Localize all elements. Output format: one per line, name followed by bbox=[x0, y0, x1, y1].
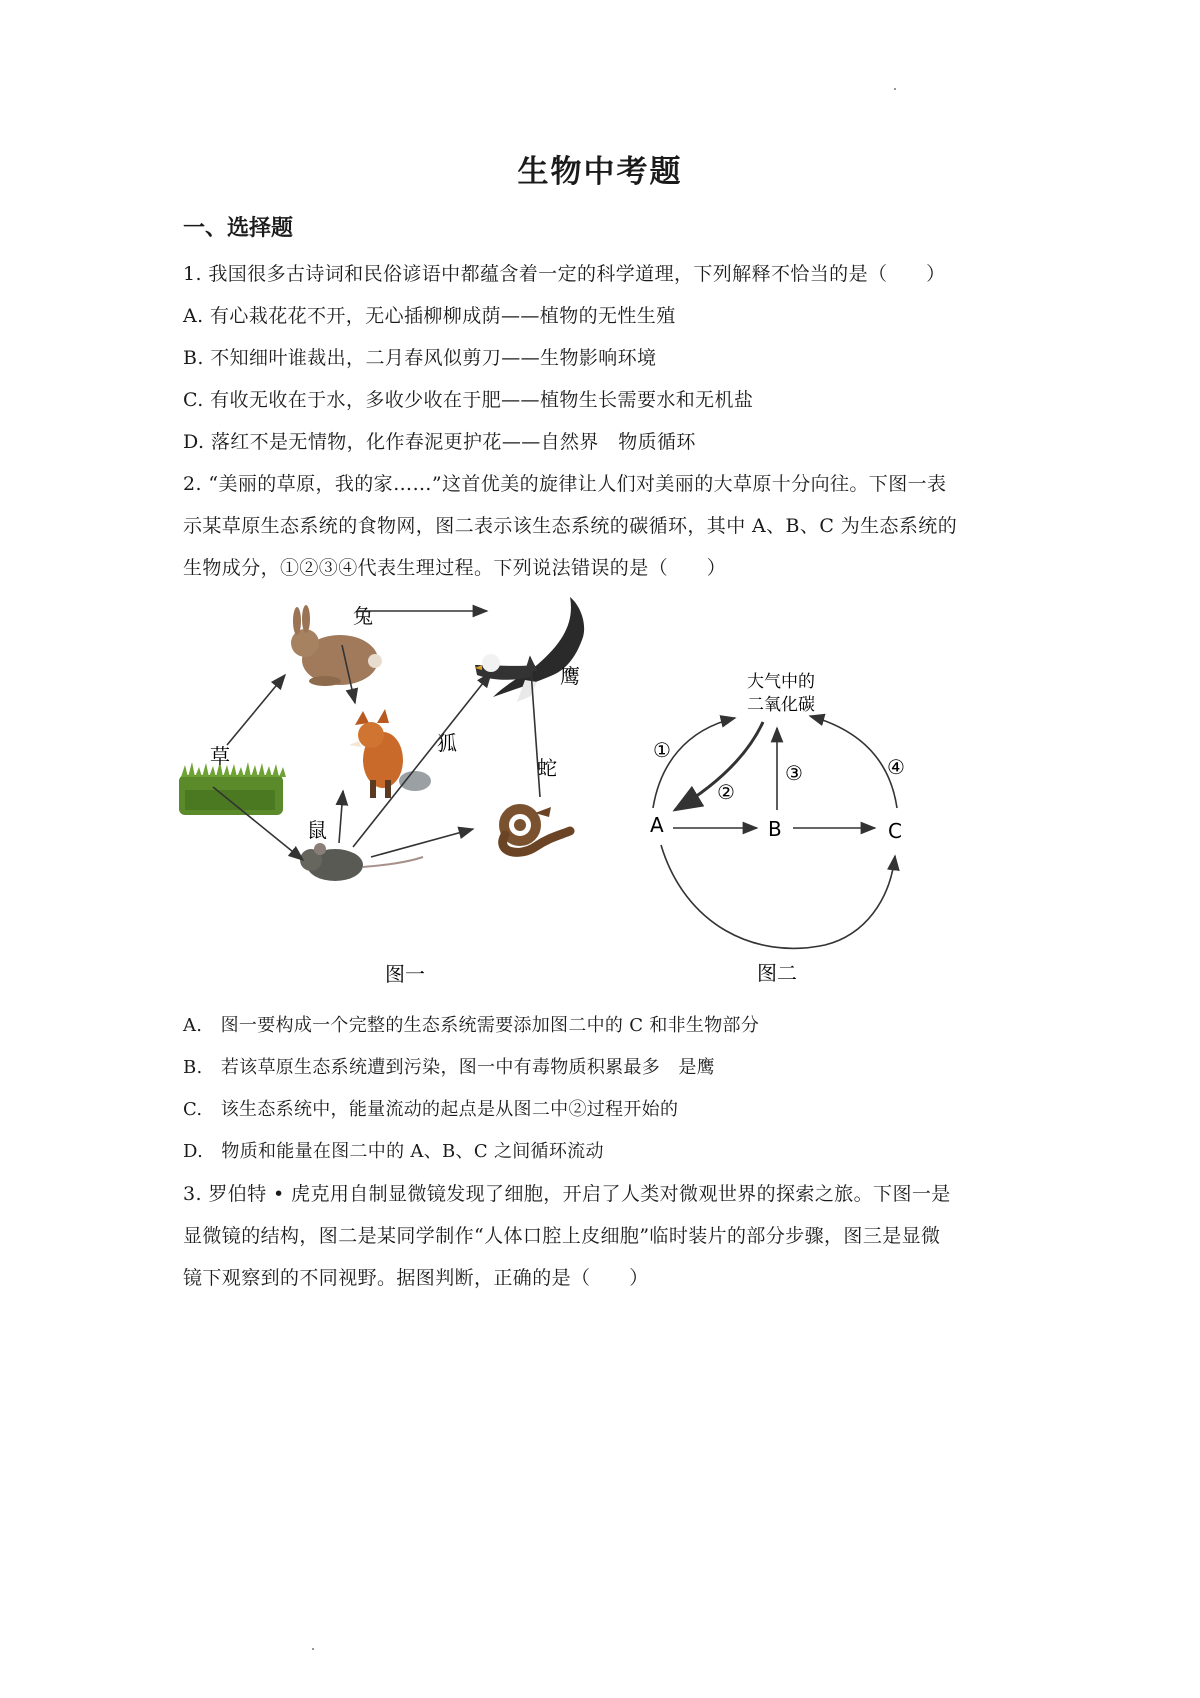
question-2-option-b: B. 若该草原生态系统遭到污染，图一中有毒物质积累最多 是鹰 bbox=[183, 1057, 715, 1078]
process-1-label: ① bbox=[653, 738, 671, 762]
arrow-grass-to-rabbit bbox=[227, 675, 285, 745]
process-3-label: ③ bbox=[785, 761, 803, 785]
process-2-label: ② bbox=[717, 780, 735, 804]
co2-label-line-2: 二氧化碳 bbox=[747, 695, 815, 715]
food-web-diagram bbox=[175, 585, 645, 990]
grass-image bbox=[179, 761, 286, 815]
question-2-stem-line-1: 2. “美丽的草原，我的家……”这首优美的旋律让人们对美丽的大草原十分向往。下图一表 bbox=[183, 473, 947, 495]
figure-2-caption: 图二 bbox=[757, 961, 797, 985]
node-b: B bbox=[768, 817, 782, 841]
page-title: 生物中考题 bbox=[517, 154, 683, 190]
node-a: A bbox=[650, 813, 664, 837]
arrow-a-to-c bbox=[661, 845, 895, 948]
carbon-cycle-diagram bbox=[645, 660, 925, 990]
speck-mark bbox=[312, 1648, 314, 1650]
snake-label: 蛇 bbox=[537, 756, 557, 780]
question-2-option-d: D. 物质和能量在图二中的 A、B、C 之间循环流动 bbox=[183, 1141, 604, 1162]
arrow-process-4 bbox=[810, 716, 897, 808]
snake-image bbox=[503, 807, 570, 852]
question-2-option-a: A. 图一要构成一个完整的生态系统需要添加图二中的 C 和非生物部分 bbox=[183, 1015, 760, 1036]
rabbit-label: 兔 bbox=[353, 604, 373, 628]
section-heading: 一、选择题 bbox=[183, 216, 294, 241]
question-1-stem: 1. 我国很多古诗词和民俗谚语中都蕴含着一定的科学道理，下列解释不恰当的是（ ） bbox=[183, 263, 946, 285]
mouse-image bbox=[300, 843, 423, 881]
co2-label-line-1: 大气中的 bbox=[747, 672, 815, 692]
question-2-option-c: C. 该生态系统中，能量流动的起点是从图二中②过程开始的 bbox=[183, 1099, 679, 1120]
fox-label: 狐 bbox=[437, 731, 457, 755]
node-c: C bbox=[888, 819, 902, 843]
question-1-option-a: A. 有心栽花花不开，无心插柳柳成荫——植物的无性生殖 bbox=[183, 305, 676, 327]
question-3-stem-line-2: 显微镜的结构，图二是某同学制作“人体口腔上皮细胞”临时装片的部分步骤，图三是显微 bbox=[183, 1225, 941, 1247]
arrow-mouse-to-fox bbox=[339, 791, 343, 843]
arrow-mouse-to-snake bbox=[371, 829, 473, 857]
question-3-stem-line-3: 镜下观察到的不同视野。据图判断，正确的是（ ） bbox=[183, 1267, 649, 1289]
eagle-label: 鹰 bbox=[560, 664, 580, 688]
grass-label: 草 bbox=[210, 744, 230, 768]
figure-1-caption: 图一 bbox=[385, 962, 425, 986]
question-3-stem-line-1: 3. 罗伯特 • 虎克用自制显微镜发现了细胞，开启了人类对微观世界的探索之旅。下图一是 bbox=[183, 1183, 951, 1205]
speck-mark bbox=[894, 88, 896, 90]
process-4-label: ④ bbox=[887, 755, 905, 779]
question-2-stem-line-2: 示某草原生态系统的食物网，图二表示该生态系统的碳循环，其中 A、B、C 为生态系统的 bbox=[183, 515, 958, 537]
mouse-label: 鼠 bbox=[307, 818, 327, 842]
fox-image bbox=[349, 709, 431, 798]
question-1-option-d: D. 落红不是无情物，化作春泥更护花——自然界 物质循环 bbox=[183, 431, 696, 453]
question-2-stem-line-3: 生物成分，①②③④代表生理过程。下列说法错误的是（ ） bbox=[183, 557, 727, 579]
question-1-option-b: B. 不知细叶谁裁出，二月春风似剪刀——生物影响环境 bbox=[183, 347, 657, 369]
question-1-option-c: C. 有收无收在于水，多收少收在于肥——植物生长需要水和无机盐 bbox=[183, 389, 754, 411]
